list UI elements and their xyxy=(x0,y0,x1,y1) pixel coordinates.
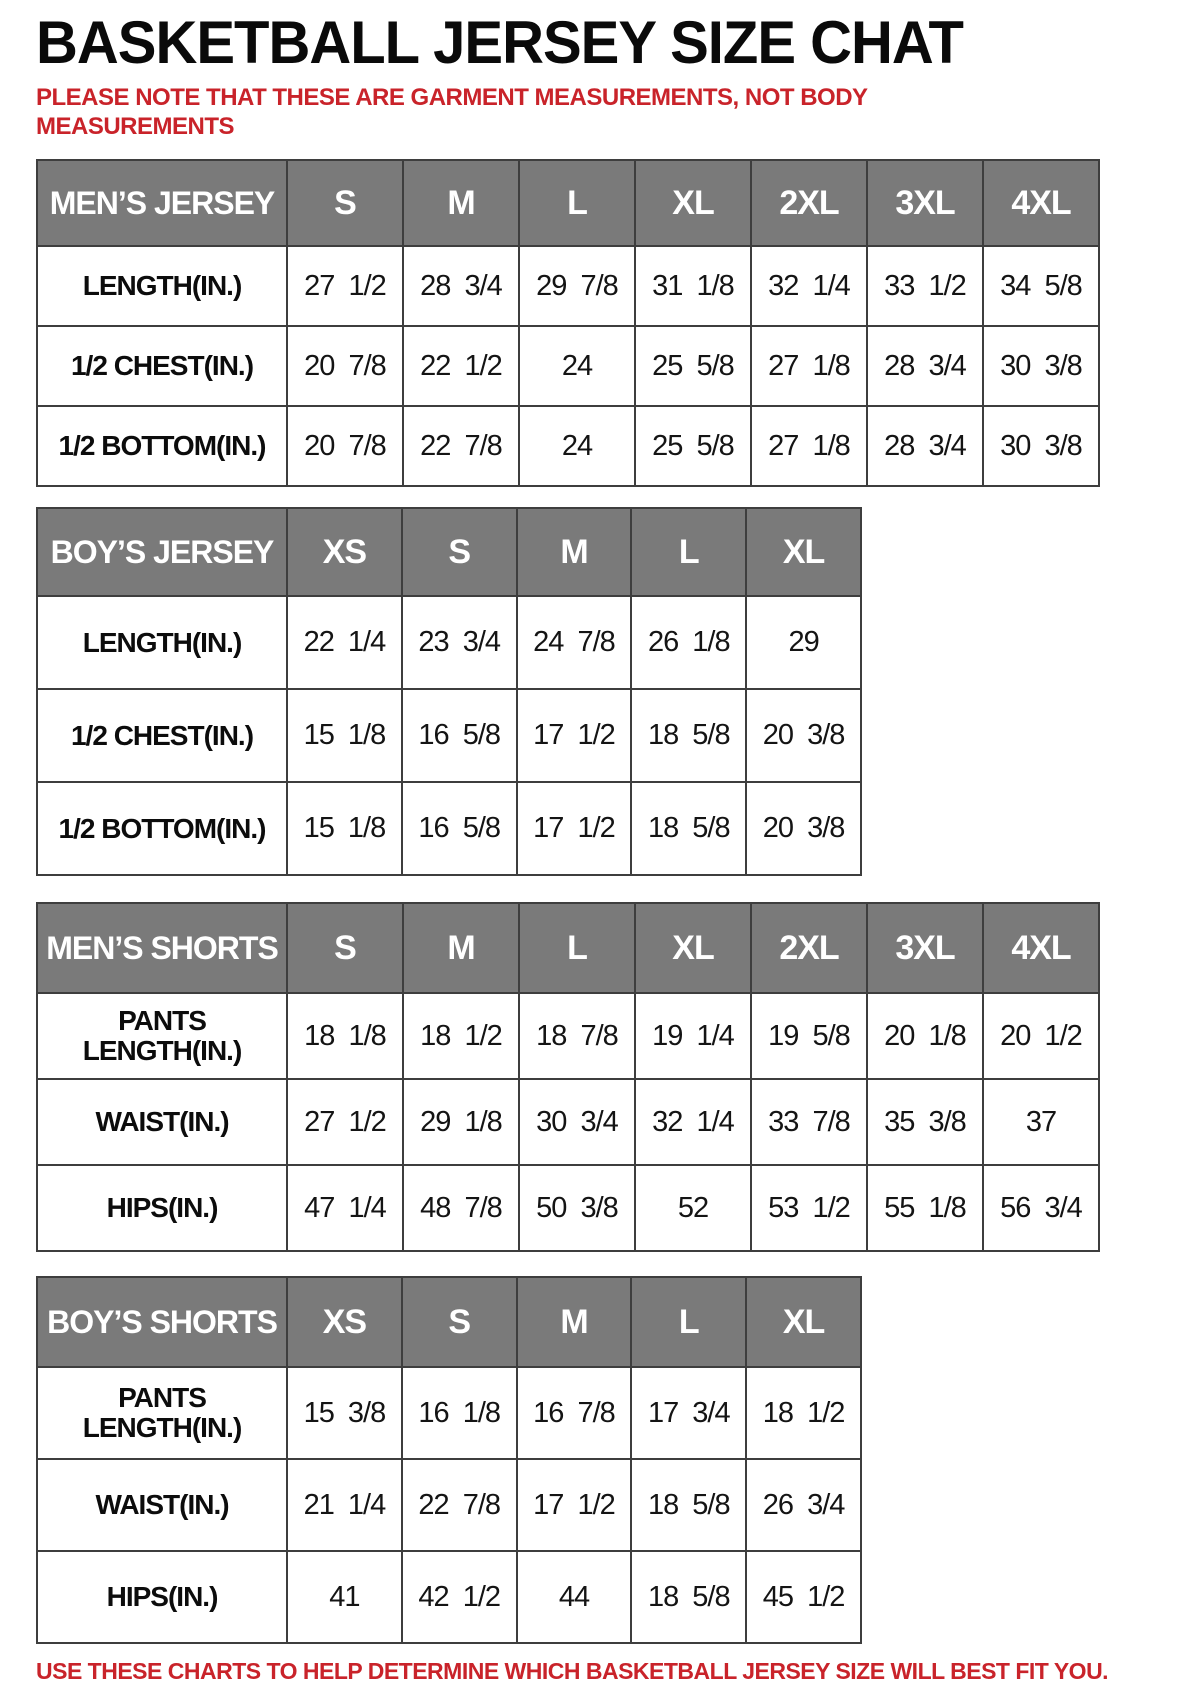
measurement-cell: 29 1/8 xyxy=(403,1079,519,1165)
measurement-cell: 24 xyxy=(519,406,635,486)
table-title-cell: BOY’S JERSEY xyxy=(37,508,287,596)
row-label-cell: LENGTH(IN.) xyxy=(37,596,287,689)
measurement-cell: 16 5/8 xyxy=(402,689,517,782)
page-title: BASKETBALL JERSEY SIZE CHAT xyxy=(36,8,963,77)
row-label-cell: PANTS LENGTH(IN.) xyxy=(37,1367,287,1459)
measurement-cell: 16 5/8 xyxy=(402,782,517,875)
row-label-cell: HIPS(IN.) xyxy=(37,1165,287,1251)
table-row xyxy=(37,1367,861,1459)
row-label-cell: 1/2 CHEST(IN.) xyxy=(37,689,287,782)
measurement-cell: 48 7/8 xyxy=(403,1165,519,1251)
header-row xyxy=(37,903,1099,993)
measurement-cell: 29 7/8 xyxy=(519,246,635,326)
measurement-cell: 22 7/8 xyxy=(403,406,519,486)
size-header-cell: 2XL xyxy=(751,903,867,993)
table-row xyxy=(37,782,861,875)
size-header-cell: 2XL xyxy=(751,160,867,246)
measurement-cell: 17 1/2 xyxy=(517,782,632,875)
mens-jersey-grid xyxy=(36,159,1100,487)
measurement-cell: 42 1/2 xyxy=(402,1551,517,1643)
measurement-cell: 16 7/8 xyxy=(517,1367,632,1459)
measurement-cell: 25 5/8 xyxy=(635,326,751,406)
table-row xyxy=(37,1165,1099,1251)
measurement-cell: 20 3/8 xyxy=(746,782,861,875)
measurement-cell: 56 3/4 xyxy=(983,1165,1099,1251)
row-label-cell: WAIST(IN.) xyxy=(37,1459,287,1551)
table-row xyxy=(37,1079,1099,1165)
row-label-cell: 1/2 CHEST(IN.) xyxy=(37,326,287,406)
measurement-cell: 33 7/8 xyxy=(751,1079,867,1165)
measurement-cell: 22 7/8 xyxy=(402,1459,517,1551)
measurement-cell: 26 1/8 xyxy=(631,596,746,689)
measurement-cell: 19 1/4 xyxy=(635,993,751,1079)
size-header-cell: S xyxy=(402,1277,517,1367)
measurement-cell: 21 1/4 xyxy=(287,1459,402,1551)
size-header-cell: 3XL xyxy=(867,160,983,246)
measurement-cell: 22 1/2 xyxy=(403,326,519,406)
size-header-cell: L xyxy=(519,903,635,993)
row-label-cell: WAIST(IN.) xyxy=(37,1079,287,1165)
measurement-cell: 33 1/2 xyxy=(867,246,983,326)
size-header-cell: L xyxy=(631,1277,746,1367)
measurement-cell: 27 1/8 xyxy=(751,326,867,406)
table-row xyxy=(37,326,1099,406)
measurement-cell: 29 xyxy=(746,596,861,689)
size-header-cell: XL xyxy=(746,508,861,596)
measurement-cell: 20 1/2 xyxy=(983,993,1099,1079)
size-header-cell: S xyxy=(402,508,517,596)
measurement-cell: 20 7/8 xyxy=(287,326,403,406)
measurement-cell: 23 3/4 xyxy=(402,596,517,689)
measurement-cell: 44 xyxy=(517,1551,632,1643)
measurement-cell: 18 1/2 xyxy=(403,993,519,1079)
measurement-cell: 15 3/8 xyxy=(287,1367,402,1459)
measurement-cell: 18 5/8 xyxy=(631,689,746,782)
table-row xyxy=(37,1459,861,1551)
measurement-cell: 18 5/8 xyxy=(631,1459,746,1551)
row-label-cell: LENGTH(IN.) xyxy=(37,246,287,326)
measurement-cell: 32 1/4 xyxy=(635,1079,751,1165)
measurement-cell: 30 3/8 xyxy=(983,406,1099,486)
note-line-1: PLEASE NOTE THAT THESE ARE GARMENT MEASUREMENTS, NOT BODY xyxy=(36,83,868,111)
mens-shorts-grid xyxy=(36,902,1100,1252)
table-title-cell: MEN’S SHORTS xyxy=(37,903,287,993)
measurement-cell: 18 1/2 xyxy=(746,1367,861,1459)
measurement-cell: 52 xyxy=(635,1165,751,1251)
boys-shorts-table xyxy=(36,1276,1200,1644)
measurement-cell: 25 5/8 xyxy=(635,406,751,486)
measurement-cell: 31 1/8 xyxy=(635,246,751,326)
size-header-cell: XL xyxy=(635,903,751,993)
measurement-cell: 28 3/4 xyxy=(403,246,519,326)
size-header-cell: 3XL xyxy=(867,903,983,993)
boys-shorts-grid xyxy=(36,1276,862,1644)
measurement-cell: 20 3/8 xyxy=(746,689,861,782)
row-label-cell: PANTS LENGTH(IN.) xyxy=(37,993,287,1079)
measurement-cell: 26 3/4 xyxy=(746,1459,861,1551)
size-header-cell: M xyxy=(403,160,519,246)
footer-note: USE THESE CHARTS TO HELP DETERMINE WHICH BASKETBALL JERSEY SIZE WILL BEST FIT YOU. xyxy=(36,1658,1109,1685)
measurement-cell: 30 3/4 xyxy=(519,1079,635,1165)
measurement-cell: 15 1/8 xyxy=(287,782,402,875)
measurement-cell: 24 xyxy=(519,326,635,406)
header-row xyxy=(37,1277,861,1367)
measurement-cell: 17 3/4 xyxy=(631,1367,746,1459)
measurement-cell: 16 1/8 xyxy=(402,1367,517,1459)
measurement-cell: 22 1/4 xyxy=(287,596,402,689)
measurement-cell: 32 1/4 xyxy=(751,246,867,326)
measurement-cell: 17 1/2 xyxy=(517,1459,632,1551)
table-row xyxy=(37,993,1099,1079)
measurement-cell: 17 1/2 xyxy=(517,689,632,782)
size-header-cell: 4XL xyxy=(983,903,1099,993)
garment-measurement-note xyxy=(36,83,1200,142)
measurement-cell: 20 7/8 xyxy=(287,406,403,486)
row-label-cell: 1/2 BOTTOM(IN.) xyxy=(37,782,287,875)
size-header-cell: M xyxy=(403,903,519,993)
measurement-cell: 18 7/8 xyxy=(519,993,635,1079)
table-row xyxy=(37,689,861,782)
size-header-cell: M xyxy=(517,508,632,596)
measurement-cell: 35 3/8 xyxy=(867,1079,983,1165)
measurement-cell: 28 3/4 xyxy=(867,326,983,406)
measurement-cell: 18 5/8 xyxy=(631,782,746,875)
size-header-cell: S xyxy=(287,903,403,993)
size-header-cell: XS xyxy=(287,508,402,596)
table-row xyxy=(37,406,1099,486)
measurement-cell: 27 1/2 xyxy=(287,1079,403,1165)
note-line-2: MEASUREMENTS xyxy=(36,113,235,141)
table-row xyxy=(37,596,861,689)
header-row xyxy=(37,160,1099,246)
table-row xyxy=(37,1551,861,1643)
measurement-cell: 55 1/8 xyxy=(867,1165,983,1251)
measurement-cell: 27 1/2 xyxy=(287,246,403,326)
measurement-cell: 27 1/8 xyxy=(751,406,867,486)
row-label-cell: HIPS(IN.) xyxy=(37,1551,287,1643)
measurement-cell: 19 5/8 xyxy=(751,993,867,1079)
measurement-cell: 50 3/8 xyxy=(519,1165,635,1251)
measurement-cell: 18 1/8 xyxy=(287,993,403,1079)
boys-jersey-table xyxy=(36,507,1200,876)
header-row xyxy=(37,508,861,596)
measurement-cell: 41 xyxy=(287,1551,402,1643)
measurement-cell: 37 xyxy=(983,1079,1099,1165)
table-title-cell: MEN’S JERSEY xyxy=(37,160,287,246)
size-header-cell: XS xyxy=(287,1277,402,1367)
size-header-cell: M xyxy=(517,1277,632,1367)
measurement-cell: 47 1/4 xyxy=(287,1165,403,1251)
row-label-cell: 1/2 BOTTOM(IN.) xyxy=(37,406,287,486)
measurement-cell: 30 3/8 xyxy=(983,326,1099,406)
size-header-cell: XL xyxy=(635,160,751,246)
measurement-cell: 28 3/4 xyxy=(867,406,983,486)
measurement-cell: 45 1/2 xyxy=(746,1551,861,1643)
measurement-cell: 24 7/8 xyxy=(517,596,632,689)
size-header-cell: S xyxy=(287,160,403,246)
boys-jersey-grid xyxy=(36,507,862,876)
mens-jersey-table xyxy=(36,159,1200,487)
size-header-cell: L xyxy=(631,508,746,596)
size-header-cell: 4XL xyxy=(983,160,1099,246)
measurement-cell: 18 5/8 xyxy=(631,1551,746,1643)
measurement-cell: 53 1/2 xyxy=(751,1165,867,1251)
table-row xyxy=(37,246,1099,326)
table-title-cell: BOY’S SHORTS xyxy=(37,1277,287,1367)
mens-shorts-table xyxy=(36,902,1200,1252)
measurement-cell: 15 1/8 xyxy=(287,689,402,782)
size-header-cell: XL xyxy=(746,1277,861,1367)
size-header-cell: L xyxy=(519,160,635,246)
measurement-cell: 20 1/8 xyxy=(867,993,983,1079)
measurement-cell: 34 5/8 xyxy=(983,246,1099,326)
